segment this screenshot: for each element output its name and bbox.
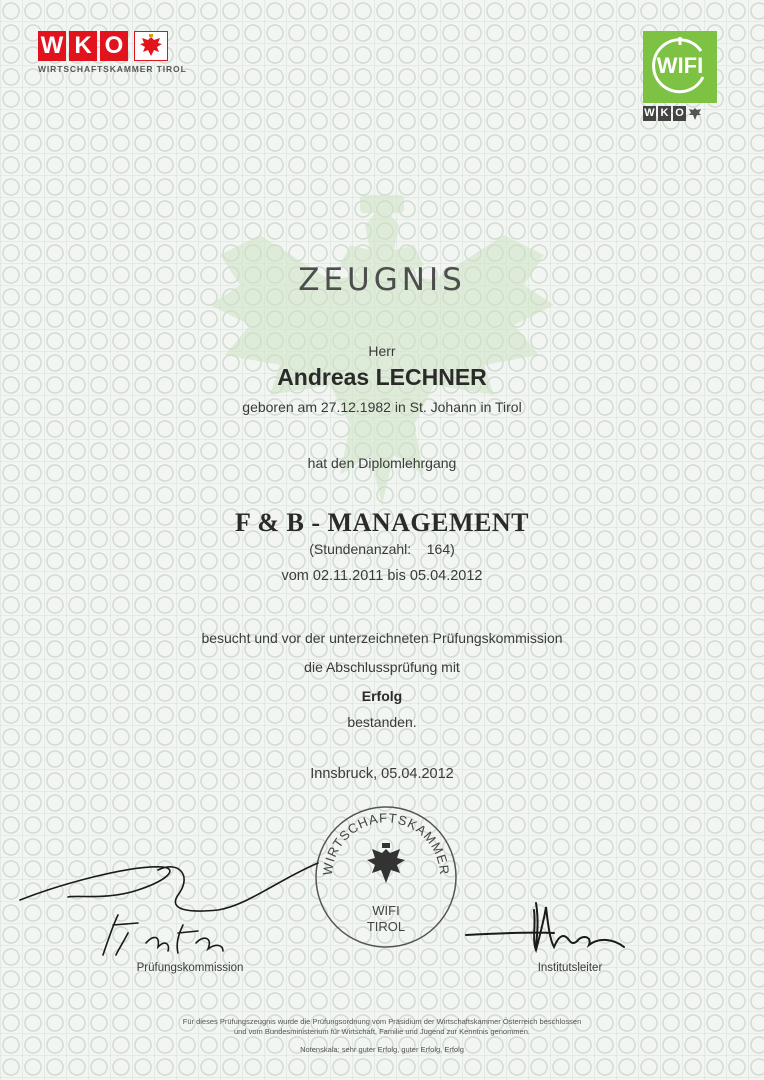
wko-logo [38, 31, 188, 79]
seal-line-2: TIROL [366, 919, 406, 934]
institute-head-signature [464, 895, 654, 965]
wko-letter-o: O [100, 31, 128, 61]
wifi-sub-o: O [673, 106, 686, 121]
footer-line-1: Für dieses Prüfungszeugnis wurde die Prüfungsordnung vom Präsidium der Wirtschaftskammer Österreich beschlossen [182, 1017, 582, 1026]
wifi-logo [643, 31, 717, 123]
statement-line-2: die Abschlussprüfung mit [304, 659, 460, 675]
course-title: F & B - MANAGEMENT [234, 508, 529, 537]
wifi-sub-w: W [644, 107, 655, 119]
birth-info: geboren am 27.12.1982 in St. Johann in Tirol [242, 399, 522, 415]
tirol-eagle-crest-icon [134, 31, 168, 61]
footer-line-2: und vom Bundesministerium für Wirtschaft, Familie und Jugend zur Kenntnis genommen. [234, 1027, 530, 1036]
course-hours: (Stundenanzahl: 164) [309, 541, 455, 557]
austria-eagle-mini-icon [688, 106, 702, 121]
exam-result: Erfolg [361, 688, 403, 704]
wko-subtitle: WIRTSCHAFTSKAMMER TIROL [38, 64, 187, 74]
course-period: vom 02.11.2011 bis 05.04.2012 [281, 568, 483, 584]
course-intro: hat den Diplomlehrgang [307, 455, 457, 471]
wifi-text: WIFI [656, 53, 704, 78]
seal-ring-text: WIRTSCHAFTSKAMMER [319, 810, 453, 877]
examination-board-signature [18, 855, 338, 965]
wko-letter-k: K [69, 31, 97, 61]
passed-text: bestanden. [347, 714, 417, 730]
recipient-name: Andreas LECHNER [277, 364, 487, 390]
wko-letter-w: W [38, 31, 66, 61]
footer-grading-scale: Notenskala: sehr guter Erfolg, guter Erfolg, Erfolg [300, 1045, 464, 1054]
salutation: Herr [368, 343, 396, 359]
wifi-sub-k: K [658, 106, 671, 121]
certificate-title: ZEUGNIS [298, 262, 466, 298]
statement-line-1: besucht und vor der unterzeichneten Prüfungskommission [201, 630, 563, 646]
seal-eagle-icon [367, 843, 405, 883]
place-date: Innsbruck, 05.04.2012 [310, 766, 454, 782]
seal-line-1: WIFI [372, 903, 400, 918]
examination-board-label: Prüfungskommission [136, 962, 244, 974]
institute-head-label: Institutsleiter [537, 962, 603, 974]
